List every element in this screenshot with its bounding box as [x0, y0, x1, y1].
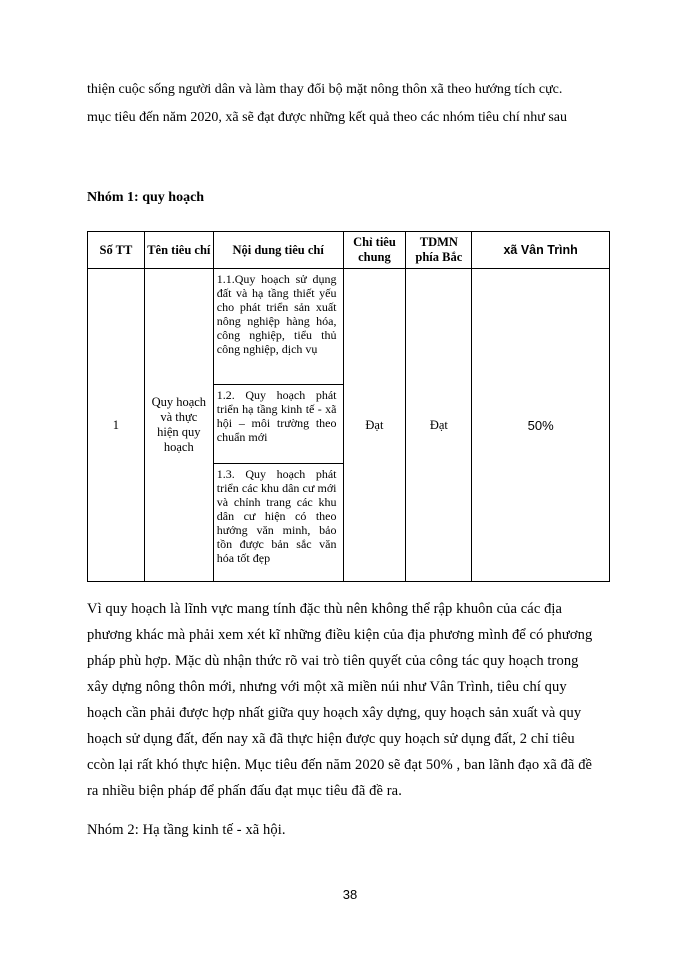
intro-line-1: thiện cuộc sống người dân và làm thay đổi bộ mặt nông thôn xã theo hướng tích cực.	[87, 82, 563, 97]
noi-dung-1-2: 1.2. Quy hoạch phát triển hạ tầng kinh tế - xã hội – môi trường theo chuẩn mới	[214, 385, 343, 464]
body-line-6: hoạch sử dụng đất, đến nay xã đã thực hiện được quy hoạch sử dụng đất, 2 chỉ tiêu	[87, 731, 575, 747]
header-noi-dung: Nội dung tiêu chí	[213, 232, 343, 269]
group2-heading: Nhóm 2: Hạ tầng kinh tế - xã hội.	[87, 822, 286, 838]
noi-dung-1-3: 1.3. Quy hoạch phát triển các khu dân cư mới và chỉnh trang các khu dân cư hiện có theo hướng văn minh, bảo tồn được bản sắc văn hóa tốt đẹp	[216, 467, 337, 565]
header-so-tt: Số TT	[88, 232, 145, 269]
body-line-8: ra nhiều biện pháp để phấn đấu đạt mục tiêu đã đề ra.	[87, 783, 402, 799]
cell-tdmn: Đạt	[406, 269, 472, 582]
header-tdmn: TDMN phía Bắc	[406, 232, 472, 269]
header-chi-tieu-chung: Chỉ tiêu chung	[343, 232, 406, 269]
cell-chi-tieu-chung: Đạt	[343, 269, 406, 582]
table-header-row	[88, 232, 610, 269]
criteria-table	[87, 231, 610, 582]
page-number: 38	[342, 887, 358, 902]
intro-line-2: mục tiêu đến năm 2020, xã sẽ đạt được những kết quả theo các nhóm tiêu chí như sau	[87, 110, 567, 125]
body-line-4: xây dựng nông thôn mới, nhưng với một xã miền núi như Vân Trình, tiêu chí quy	[87, 679, 567, 695]
body-line-1: Vì quy hoạch là lĩnh vực mang tính đặc thù nên không thể rập khuôn của các địa	[87, 601, 563, 617]
body-line-7: ccòn lại rất khó thực hiện. Mục tiêu đến năm 2020 sẽ đạt 50% , ban lãnh đạo xã đã đề	[87, 757, 593, 773]
cell-ten-tieu-chi: Quy hoạch và thực hiện quy hoạch	[144, 269, 213, 582]
body-line-2: phương khác mà phải xem xét kĩ những điều kiện của địa phương mình để có phương	[87, 627, 593, 643]
cell-van-trinh: 50%	[472, 269, 610, 582]
body-line-3: pháp phù hợp. Mặc dù nhận thức rõ vai trò tiên quyết của công tác quy hoạch trong	[87, 653, 579, 669]
cell-noi-dung	[213, 269, 343, 582]
table-row	[88, 269, 610, 582]
group1-heading: Nhóm 1: quy hoạch	[87, 190, 205, 205]
cell-stt: 1	[88, 269, 145, 582]
body-line-5: hoạch cần phải được hợp nhất giữa quy hoạch xây dựng, quy hoạch sản xuất và quy	[87, 705, 582, 721]
header-ten-tieu-chi: Tên tiêu chí	[144, 232, 213, 269]
header-van-trinh: xã Vân Trình	[472, 232, 610, 269]
noi-dung-1-1: 1.1.Quy hoạch sử dụng đất và hạ tầng thiết yếu cho phát triển sản xuất nông nghiệp hàng hóa, công nghiệp, tiểu thủ công nghiệp, dịch vụ	[214, 269, 343, 385]
